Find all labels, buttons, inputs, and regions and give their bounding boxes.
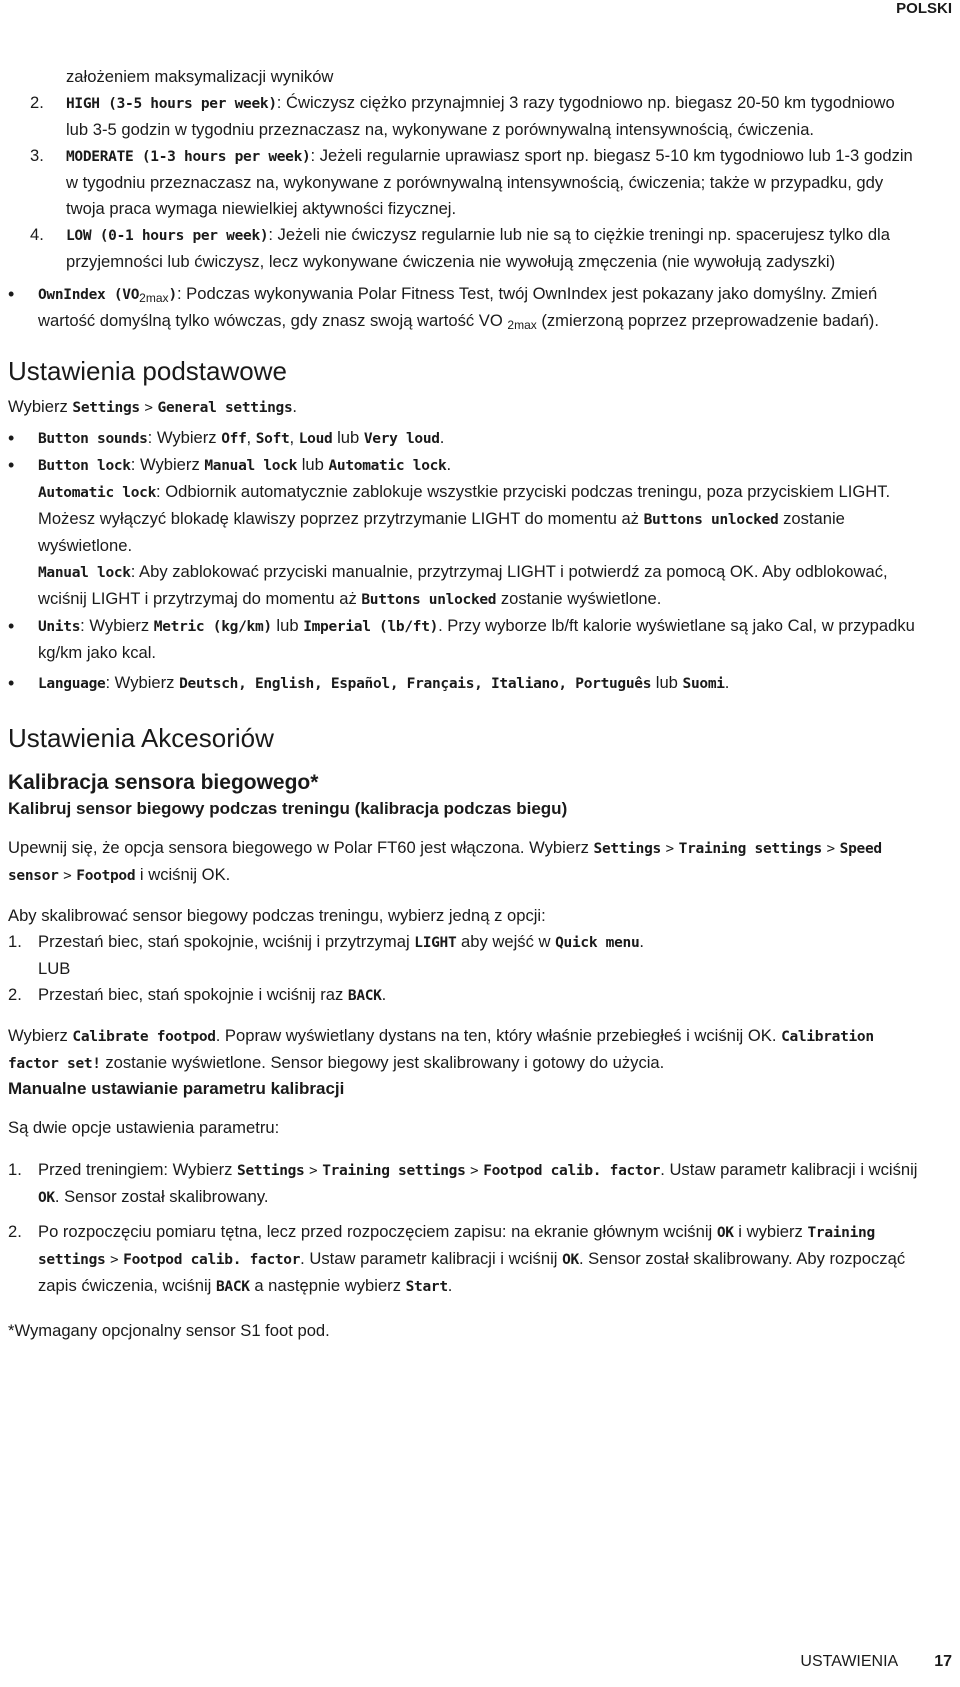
ui-term: BACK	[215, 1279, 250, 1295]
list-item	[8, 222, 920, 275]
ui-term: Button sounds	[38, 431, 148, 447]
page-number: 17	[934, 1653, 952, 1670]
option: Soft	[255, 431, 290, 447]
ownindex-bullet	[8, 281, 920, 334]
text: : Wybierz	[105, 673, 180, 692]
text: : Wybierz	[130, 455, 205, 474]
button-sounds-bullet	[8, 425, 920, 452]
ui-term: Automatic lock	[38, 485, 157, 501]
menu-path: Training settings	[322, 1163, 466, 1179]
text: .	[447, 1276, 453, 1295]
footpod-enable-text	[8, 835, 920, 889]
text: . Sensor został skalibrowany.	[54, 1187, 269, 1206]
list-text: : Jeżeli nie ćwiczysz regularnie lub nie są to ciężkie treningi np. spacerujesz tylko dla przyjemności lub ćwiczysz, lecz wykonywane ćwiczenia nie wywołują zmęczenia (nie wywołują zadyszki)	[66, 225, 890, 271]
ui-term: OK	[716, 1225, 734, 1241]
ui-term-end: )	[168, 287, 177, 303]
list-number: 4.	[30, 225, 44, 244]
text: : Aby zablokować przyciski manualnie, przytrzymaj LIGHT i potwierdź za pomocą OK. Aby odblokować, wciśnij LIGHT i przytrzymaj do momentu aż	[38, 562, 888, 608]
calibrate-footpod-text	[8, 1023, 920, 1077]
list-item	[8, 929, 920, 982]
text: .	[724, 673, 730, 692]
intro-continuation: założeniem maksymalizacji wyników	[66, 67, 334, 86]
list-item	[8, 1219, 920, 1300]
text: aby wejść w	[456, 932, 556, 951]
ui-term: OK	[562, 1252, 579, 1268]
text: Wybierz	[8, 397, 73, 416]
bullet-text: (zmierzoną poprzez przeprowadzenie badań).	[536, 311, 879, 330]
list-item	[8, 143, 920, 222]
text: zostanie wyświetlone.	[38, 509, 845, 555]
list-number: 2.	[8, 985, 22, 1004]
ui-term: Button lock	[38, 458, 131, 474]
ui-term: Buttons unlocked	[361, 592, 497, 608]
menu-path: General settings	[157, 400, 293, 416]
menu-path: Settings	[237, 1163, 305, 1179]
text: i wybierz	[733, 1222, 808, 1241]
menu-path: Speed sensor	[8, 841, 882, 884]
menu-path: Settings	[593, 841, 661, 857]
option: Very loud	[363, 431, 440, 447]
footnote: *Wymagany opcjonalny sensor S1 foot pod.	[8, 1321, 330, 1340]
path-separator: >	[110, 1252, 119, 1268]
subsection-title: Kalibracja sensora biegowego*	[8, 771, 319, 794]
text: .	[639, 932, 645, 951]
manual-lock-text	[8, 559, 920, 613]
subscript: 2max	[139, 291, 169, 305]
text: lub	[297, 455, 329, 474]
text: : Odbiornik automatycznie zablokuje wszystkie przyciski podczas treningu, poza przyciskiem LIGHT. Możesz wyłączyć blokadę klawiszy poprzez przytrzymanie LIGHT do momentu aż	[38, 482, 891, 528]
text: ,	[289, 428, 299, 447]
footer-section: USTAWIENIA	[800, 1653, 899, 1670]
automatic-lock-text	[8, 479, 920, 559]
text: a następnie wybierz	[249, 1276, 406, 1295]
ui-term: LOW (0-1 hours per week)	[66, 228, 269, 244]
text: .	[446, 455, 452, 474]
ui-term: OwnIndex (VO	[38, 287, 140, 303]
path-separator: >	[826, 841, 836, 857]
text: Upewnij się, że opcja sensora biegowego w Polar FT60 jest włączona. Wybierz	[8, 838, 594, 857]
ui-term: Manual lock	[38, 565, 131, 581]
ui-term: OK	[38, 1190, 55, 1206]
list-number: 2.	[8, 1222, 22, 1241]
path-separator: >	[665, 841, 675, 857]
menu-path: Footpod	[76, 868, 136, 884]
ui-term: LIGHT	[414, 935, 457, 951]
ui-term: Calibrate footpod	[72, 1029, 216, 1045]
list-number: 2.	[30, 93, 44, 112]
text: zostanie wyświetlone.	[496, 589, 662, 608]
ui-term: HIGH (3-5 hours per week)	[66, 96, 277, 112]
units-bullet	[8, 613, 920, 666]
basic-path	[8, 394, 920, 421]
option: Automatic lock	[328, 458, 447, 474]
manual-calibration-title: Manualne ustawianie parametru kalibracji	[8, 1079, 345, 1098]
subscript: 2max	[507, 318, 537, 332]
text: .	[292, 397, 298, 416]
menu-path: Training settings	[38, 1225, 875, 1268]
list-text: : Ćwiczysz ciężko przynajmniej 3 razy tygodniowo np. biegasz 20-50 km tygodniowo lub 3-5 godzin w tygodniu przeznaczasz na, wykonywane z porównywalną intensywnością, ćwiczenia.	[66, 93, 895, 139]
path-separator: >	[144, 400, 153, 416]
option: Off	[221, 431, 247, 447]
option: Metric (kg/km)	[153, 619, 272, 635]
text: . Przy wyborze lb/ft kalorie wyświetlane są jako Cal, w przypadku kg/km jako kcal.	[38, 616, 915, 662]
section-title-accessories: Ustawienia Akcesoriów	[8, 723, 274, 753]
text: : Wybierz	[80, 616, 154, 635]
ui-term: MODERATE (1-3 hours per week)	[66, 149, 311, 165]
text: . Ustaw parametr kalibracji i wciśnij	[300, 1249, 563, 1268]
ui-term: BACK	[347, 988, 382, 1004]
option: Suomi	[682, 676, 725, 692]
bullet-text: : Podczas wykonywania Polar Fitness Test, twój OwnIndex jest pokazany jako domyślny. Zmień wartość domyślną tylko wówczas, gdy znasz swoją wartość VO	[38, 284, 878, 330]
text: lub	[651, 673, 683, 692]
ui-term: Buttons unlocked	[643, 512, 779, 528]
path-separator: >	[309, 1163, 318, 1179]
or-text: LUB	[38, 959, 71, 978]
menu-path: Footpod calib. factor	[123, 1252, 301, 1268]
calibration-intro: Aby skalibrować sensor biegowy podczas treningu, wybierz jedną z opcji:	[8, 906, 546, 925]
text: i wciśnij OK.	[135, 865, 231, 884]
option: Loud	[298, 431, 333, 447]
list-item	[8, 90, 920, 143]
text: Po rozpoczęciu pomiaru tętna, lecz przed rozpoczęciem zapisu: na ekranie głównym wciśnij	[38, 1222, 717, 1241]
text: .	[439, 428, 445, 447]
text: lub	[271, 616, 304, 635]
ui-term: Units	[38, 619, 81, 635]
option: Manual lock	[204, 458, 298, 474]
option: Imperial (lb/ft)	[303, 619, 439, 635]
text: : Wybierz	[147, 428, 222, 447]
language-bullet	[8, 670, 920, 697]
activity-level-list	[8, 90, 920, 275]
ui-term: Start	[405, 1279, 448, 1295]
text: zostanie wyświetlone. Sensor biegowy jest skalibrowany i gotowy do użycia.	[100, 1053, 665, 1072]
text: lub	[332, 428, 364, 447]
ui-term: Quick menu	[555, 935, 640, 951]
list-number: 1.	[8, 932, 22, 951]
ui-term: Language	[38, 676, 106, 692]
list-item	[8, 982, 920, 1009]
text: ,	[246, 428, 256, 447]
list-number: 3.	[30, 146, 44, 165]
button-lock-bullet	[8, 452, 920, 479]
text: . Sensor został skalibrowany. Aby rozpocząć zapis ćwiczenia, wciśnij	[38, 1249, 906, 1295]
list-item	[8, 1157, 920, 1211]
page-content	[8, 64, 920, 1344]
text: . Ustaw parametr kalibracji i wciśnij	[660, 1160, 918, 1179]
path-separator: >	[63, 868, 72, 884]
text: Przestań biec, stań spokojnie, wciśnij i przytrzymaj	[38, 932, 415, 951]
option: Deutsch, English, Español, Français, Italiano, Português	[179, 676, 652, 692]
list-text: : Jeżeli regularnie uprawiasz sport np. biegasz 5-10 km tygodniowo lub 1-3 godzin w tygodniu przeznaczasz na, wykonywane z porównywalną intensywnością, ćwiczenia; także w przypadku, gdy twoja praca wymaga niewielkiej aktywności fizycznej.	[66, 146, 913, 218]
manual-options-intro: Są dwie opcje ustawienia parametru:	[8, 1118, 280, 1137]
ui-term: Calibration factor set!	[8, 1029, 874, 1072]
menu-path: Footpod calib. factor	[483, 1163, 661, 1179]
menu-path: Settings	[72, 400, 140, 416]
page-footer	[800, 1653, 952, 1671]
text: Wybierz	[8, 1026, 73, 1045]
text: Przestań biec, stań spokojnie i wciśnij raz	[38, 985, 348, 1004]
section-title-basic: Ustawienia podstawowe	[8, 356, 287, 386]
text: Przed treningiem: Wybierz	[38, 1160, 238, 1179]
list-number: 1.	[8, 1160, 22, 1179]
header-language: POLSKI	[896, 0, 952, 17]
path-separator: >	[470, 1163, 479, 1179]
menu-path: Training settings	[678, 841, 822, 857]
subsection-subtitle: Kalibruj sensor biegowy podczas treningu (kalibracja podczas biegu)	[8, 799, 568, 818]
text: .	[381, 985, 387, 1004]
text: . Popraw wyświetlany dystans na ten, który właśnie przebiegłeś i wciśnij OK.	[215, 1026, 782, 1045]
